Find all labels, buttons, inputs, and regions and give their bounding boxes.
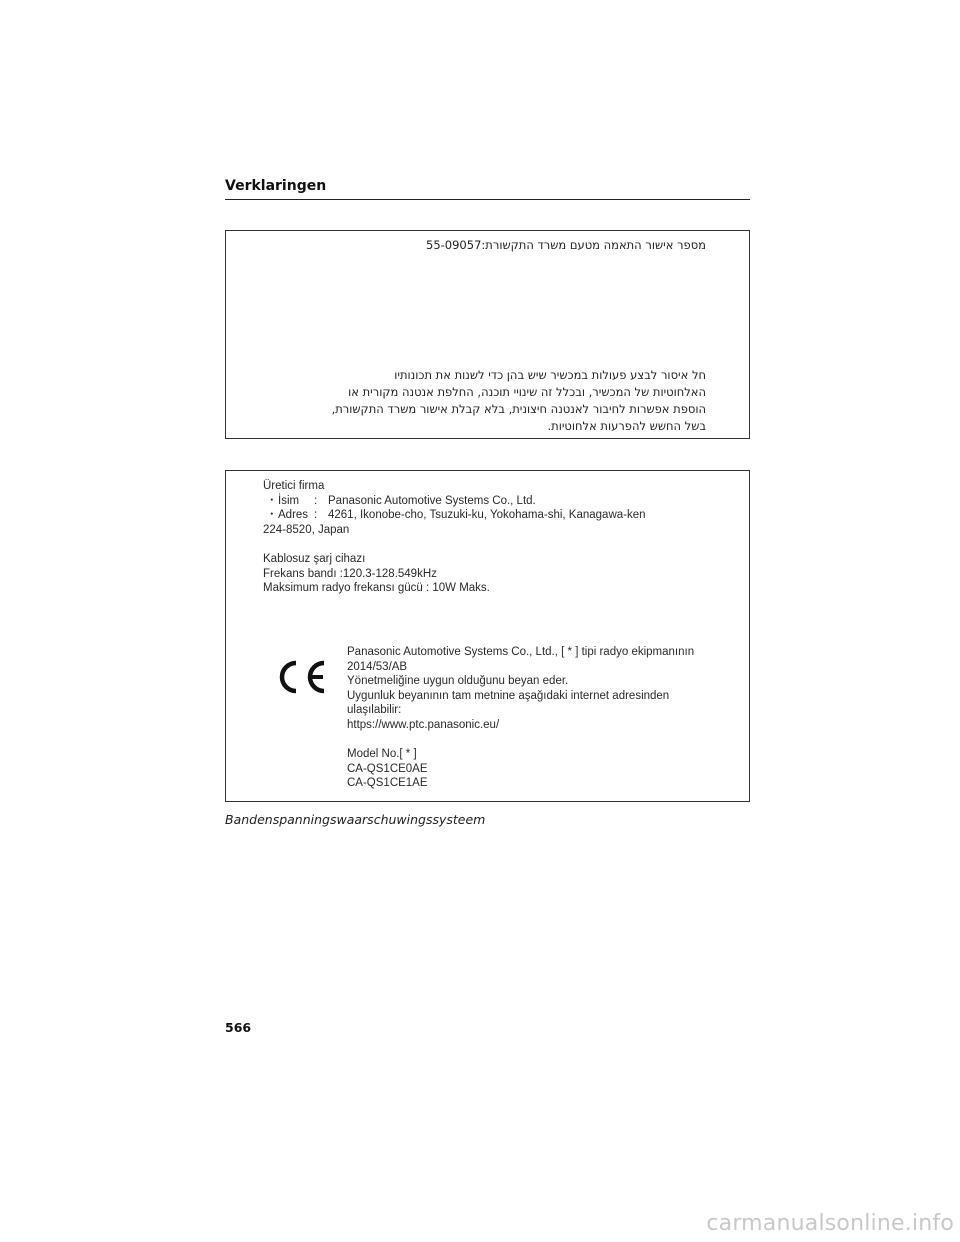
declaration-url: https://www.ptc.panasonic.eu/ xyxy=(347,718,500,731)
frequency-band: Frekans bandı :120.3-128.549kHz xyxy=(263,567,437,580)
manufacturer-name-line xyxy=(263,494,646,509)
hebrew-approval-box xyxy=(225,230,750,439)
hebrew-line: הוספת אפשרות לחיבור לאנטנה חיצונית, בלא קבלת אישור משרד התקשורת, xyxy=(331,402,706,416)
manufacturer-address-line xyxy=(263,508,646,523)
hebrew-warning-paragraph xyxy=(306,367,706,435)
address-label: Adres xyxy=(278,509,309,522)
hebrew-line: בשל החשש להפרעות אלחוטיות. xyxy=(547,419,706,433)
model-number: CA-QS1CE0AE xyxy=(347,762,428,775)
conformity-declaration xyxy=(347,645,694,791)
hebrew-approval-number: מספר אישור התאמה מטעם משרד התקשורת:55-09057 xyxy=(426,238,706,252)
model-number: CA-QS1CE1AE xyxy=(347,777,428,790)
declaration-line: ulaşılabilir: xyxy=(347,704,402,717)
name-value: Panasonic Automotive Systems Co., Ltd. xyxy=(328,494,536,507)
address-value: 4261, Ikonobe-cho, Tsuzuki-ku, Yokohama-shi, Kanagawa-ken xyxy=(328,509,646,522)
manufacturer-info xyxy=(263,479,646,596)
turkish-declaration-box xyxy=(225,470,750,802)
manufacturer-heading: Üretici firma xyxy=(263,480,325,492)
address-continuation: 224-8520, Japan xyxy=(263,523,350,536)
declaration-line: Uygunluk beyanının tam metnine aşağıdaki internet adresinden xyxy=(347,689,670,702)
max-rf-power: Maksimum radyo frekansı gücü : 10W Maks. xyxy=(263,582,490,595)
section-title: Verklaringen xyxy=(225,178,327,194)
hebrew-line: חל איסור לבצע פעולות במכשיר שיש בהן כדי לשנות את תכונותיו xyxy=(394,368,706,382)
model-label: Model No.[ * ] xyxy=(347,748,417,761)
declaration-line: 2014/53/AB xyxy=(347,660,408,673)
ce-mark-icon xyxy=(276,659,328,695)
colon: : xyxy=(314,494,318,507)
bullet-icon: ・ xyxy=(266,509,278,522)
title-divider xyxy=(225,199,750,200)
device-name: Kablosuz şarj cihazı xyxy=(263,552,366,565)
page-number: 566 xyxy=(225,1020,252,1035)
colon: : xyxy=(314,509,318,522)
section-caption: Bandenspanningswaarschuwingssysteem xyxy=(225,812,486,827)
declaration-line: Yönetmeliğine uygun olduğunu beyan eder. xyxy=(347,675,569,688)
name-label: İsim xyxy=(278,494,300,507)
declaration-line: Panasonic Automotive Systems Co., Ltd., [ * ] tipi radyo ekipmanının xyxy=(347,646,695,658)
bullet-icon: ・ xyxy=(266,494,278,507)
hebrew-line: האלחוטיות של המכשיר, ובכלל זה שינויי תוכנה, החלפת אנטנה מקורית או xyxy=(348,385,706,399)
watermark: carmanualsonline.info xyxy=(706,1211,954,1236)
